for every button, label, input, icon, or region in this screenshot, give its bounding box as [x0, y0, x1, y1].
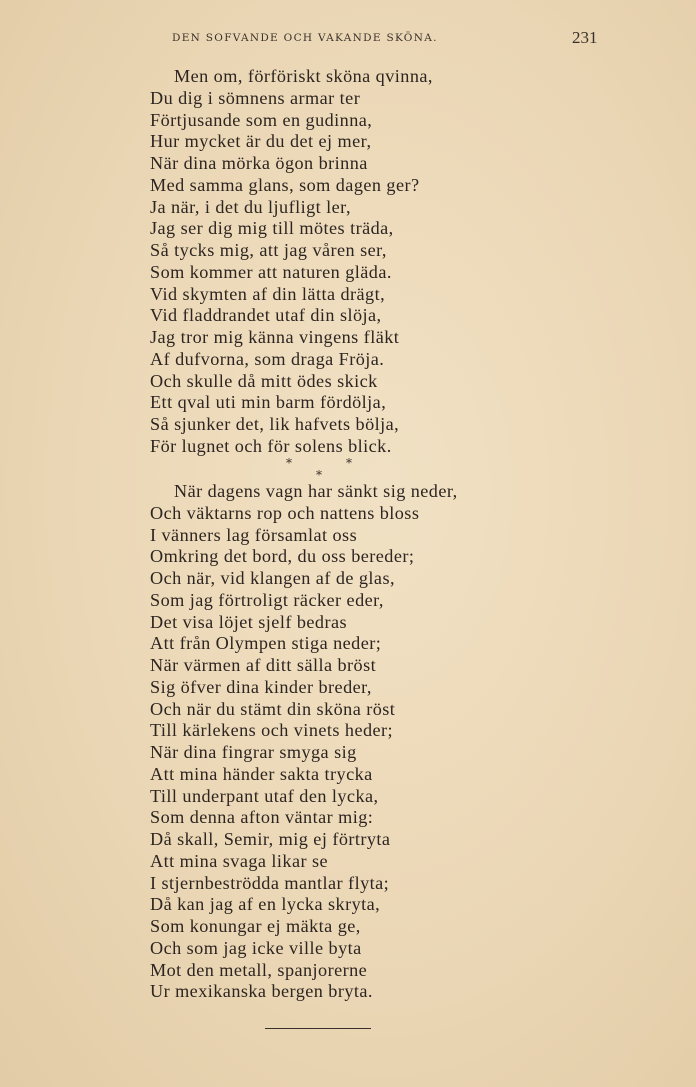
verse-line: Och skulle då mitt ödes skick — [150, 370, 378, 391]
asterism-star: * — [346, 456, 352, 470]
end-rule — [265, 1028, 371, 1029]
verse-line: Hur mycket är du det ej mer, — [150, 131, 372, 152]
verse-line: Som jag förtroligt räcker eder, — [150, 589, 384, 610]
verse-line: Så sjunker det, lik hafvets bölja, — [150, 414, 400, 434]
verse-line: Du dig i sömnens armar ter — [150, 87, 361, 108]
verse-line: Så tycks mig, att jag våren ser, — [150, 240, 387, 260]
verse-line: Och som jag icke ville byta — [150, 937, 362, 958]
verse-line: Och när du stämt din sköna röst — [150, 698, 396, 719]
verse-line: Som kommer att naturen gläda. — [150, 261, 392, 282]
verse-line: Då kan jag af en lycka skryta, — [150, 894, 381, 915]
verse-line: Och väktarns rop och nattens bloss — [150, 502, 420, 523]
verse-line: Ur mexikanska bergen bryta. — [150, 981, 373, 1002]
verse-line: Att mina svaga likar se — [150, 850, 329, 871]
verse-line: Då skall, Semir, mig ej förtryta — [150, 829, 391, 849]
verse-line: Jag ser dig mig till mötes träda, — [150, 218, 394, 239]
verse-line: Af dufvorna, som draga Fröja. — [150, 348, 385, 369]
verse-line: När dina fingrar smyga sig — [150, 742, 357, 762]
verse-line: Jag tror mig känna vingens fläkt — [150, 327, 400, 347]
verse-line: Att mina händer sakta trycka — [150, 763, 373, 784]
verse-line: Med samma glans, som dagen ger? — [150, 174, 420, 195]
verse-line: Till kärlekens och vinets heder; — [150, 720, 394, 741]
verse-line: Men om, förföriskt sköna qvinna, — [174, 66, 433, 86]
verse-line: Sig öfver dina kinder breder, — [150, 676, 372, 697]
verse-line: Som konungar ej mäkta ge, — [150, 916, 361, 936]
asterism-star: * — [316, 468, 322, 482]
verse-line: Vid fladdrandet utaf din slöja, — [150, 305, 382, 326]
verse-line: Det visa löjet sjelf bedras — [150, 611, 347, 632]
verse-line: Ett qval uti min barm fördölja, — [150, 392, 387, 413]
verse-line: Som denna afton väntar mig: — [150, 807, 374, 828]
verse-line: I vänners lag församlat oss — [150, 524, 358, 545]
page-number: 231 — [572, 28, 598, 47]
verse-line: I stjernbeströdda mantlar flyta; — [150, 872, 390, 893]
verse-line: När dina mörka ögon brinna — [150, 153, 368, 173]
verse-line: Och när, vid klangen af de glas, — [150, 568, 395, 588]
asterism-star: * — [286, 456, 292, 470]
verse-line: Mot den metall, spanjorerne — [150, 959, 368, 980]
verse-line: När dagens vagn har sänkt sig neder, — [174, 481, 458, 501]
running-title: DEN SOFVANDE OCH VAKANDE SKÖNA. — [172, 32, 438, 44]
stanza-2 — [150, 481, 458, 1003]
verse-line: Till underpant utaf den lycka, — [150, 785, 379, 806]
verse-line: Omkring det bord, du oss bereder; — [150, 546, 415, 567]
verse-line: Vid skymten af din lätta drägt, — [150, 283, 386, 304]
verse-line: Förtjusande som en gudinna, — [150, 109, 373, 130]
verse-line: Ja när, i det du ljufligt ler, — [150, 196, 351, 217]
verse-line: För lugnet och för solens blick. — [150, 435, 392, 456]
verse-line: När värmen af ditt sälla bröst — [150, 655, 377, 675]
verse-line: Att från Olympen stiga neder; — [150, 633, 382, 654]
stanza-1 — [150, 66, 433, 458]
